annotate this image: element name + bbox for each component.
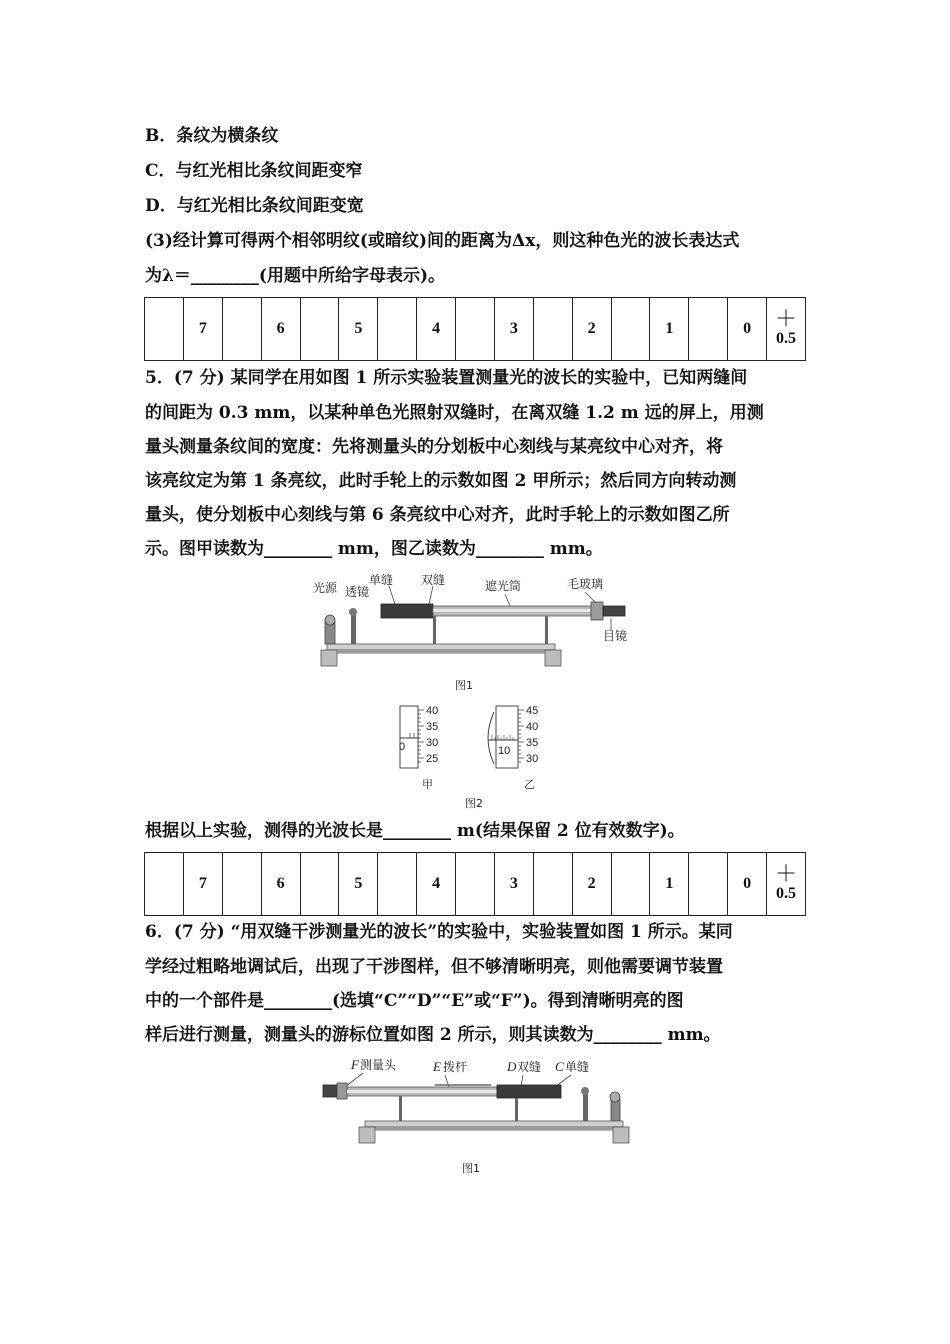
score-cell[interactable] bbox=[689, 853, 728, 916]
score-cell[interactable] bbox=[145, 853, 184, 916]
score-cell-plus[interactable] bbox=[767, 298, 806, 361]
score-cell[interactable] bbox=[300, 298, 339, 361]
score-cell[interactable]: 0 bbox=[728, 853, 767, 916]
q5-line-6: 示。图甲读数为________ mm，图乙读数为________ mm。 bbox=[145, 539, 603, 559]
q5-line-1: 5．(7 分) 某同学在用如图 1 所示实验装置测量光的波长的实验中，已知两缝间 bbox=[145, 368, 748, 388]
score-cell[interactable] bbox=[611, 298, 650, 361]
q6-line-4: 样后进行测量，测量头的游标位置如图 2 所示，则其读数为________ mm。 bbox=[145, 1025, 721, 1045]
score-cell[interactable] bbox=[533, 853, 572, 916]
score-table bbox=[144, 297, 806, 361]
plus-value: 0.5 bbox=[776, 885, 796, 902]
score-cell[interactable]: 3 bbox=[494, 298, 533, 361]
label-eyepiece: 目镜 bbox=[603, 629, 628, 643]
yi-main-scale: 10 bbox=[498, 745, 511, 757]
label-c-letter: C bbox=[555, 1059, 564, 1074]
label-measuring-head: 测量头 bbox=[360, 1058, 397, 1072]
score-cell[interactable]: 1 bbox=[650, 853, 689, 916]
label-single-slit: 单缝 bbox=[565, 1060, 590, 1074]
score-cell[interactable] bbox=[378, 298, 417, 361]
label-yi: 乙 bbox=[524, 778, 535, 791]
jia-main-scale: 0 bbox=[399, 741, 406, 753]
score-cell[interactable]: 5 bbox=[339, 853, 378, 916]
yi-tick-1: 45 bbox=[526, 705, 539, 717]
score-cell[interactable]: 5 bbox=[339, 298, 378, 361]
label-d-letter: D bbox=[507, 1059, 517, 1074]
score-cell[interactable]: 4 bbox=[417, 298, 456, 361]
q3-line-1: (3)经计算可得两个相邻明纹(或暗纹)间的距离为Δx，则这种色光的波长表达式 bbox=[145, 231, 740, 251]
label-lever: 拨杆 bbox=[443, 1060, 468, 1074]
option-c: C．与红光相比条纹间距变窄 bbox=[145, 161, 363, 181]
q5-micrometer-figure bbox=[390, 700, 570, 795]
score-cell[interactable] bbox=[145, 298, 184, 361]
jia-tick-4: 25 bbox=[426, 753, 439, 765]
score-cell[interactable]: 6 bbox=[261, 298, 300, 361]
score-cell-plus[interactable] bbox=[767, 853, 806, 916]
plus-value: 0.5 bbox=[776, 330, 796, 347]
q6-line-1: 6．(7 分) “用双缝干涉测量光的波长”的实验中，实验装置如图 1 所示。某同 bbox=[145, 922, 733, 942]
yi-tick-2: 40 bbox=[526, 721, 539, 733]
q5-final-line: 根据以上实验，测得的光波长是________ m(结果保留 2 位有效数字)。 bbox=[145, 821, 685, 841]
q5-apparatus-figure bbox=[305, 570, 645, 670]
option-b: B．条纹为横条纹 bbox=[145, 126, 279, 146]
q5-line-2: 的间距为 0.3 mm，以某种单色光照射双缝时，在离双缝 1.2 m 远的屏上，用测 bbox=[145, 403, 764, 423]
label-jia: 甲 bbox=[422, 778, 433, 791]
score-cell[interactable] bbox=[533, 298, 572, 361]
score-cell[interactable] bbox=[378, 853, 417, 916]
q5-fig1-caption: 图1 bbox=[455, 679, 473, 692]
q6-line-2: 学经过粗略地调试后，出现了干涉图样，但不够清晰明亮，则他需要调节装置 bbox=[145, 957, 723, 977]
label-tube: 遮光筒 bbox=[485, 579, 522, 593]
yi-tick-3: 35 bbox=[526, 737, 539, 749]
score-cell[interactable] bbox=[689, 298, 728, 361]
yi-tick-4: 30 bbox=[526, 753, 539, 765]
score-table bbox=[144, 852, 806, 916]
jia-tick-2: 35 bbox=[426, 721, 439, 733]
jia-tick-3: 30 bbox=[426, 737, 439, 749]
score-cell[interactable] bbox=[611, 853, 650, 916]
label-light-source: 光源 bbox=[313, 581, 338, 595]
plus-sign: ＋ bbox=[774, 306, 797, 331]
q5-fig2-caption: 图2 bbox=[465, 797, 483, 810]
micrometer-jia bbox=[399, 705, 438, 791]
q5-line-5: 量头，使分划板中心刻线与第 6 条亮纹中心对齐，此时手轮上的示数如图乙所 bbox=[145, 505, 730, 525]
jia-tick-1: 40 bbox=[426, 705, 439, 717]
score-cell[interactable]: 3 bbox=[494, 853, 533, 916]
label-e-letter: E bbox=[433, 1059, 441, 1074]
score-cell[interactable] bbox=[300, 853, 339, 916]
score-cell[interactable]: 6 bbox=[261, 853, 300, 916]
score-cell[interactable] bbox=[222, 853, 261, 916]
score-cell[interactable]: 7 bbox=[183, 298, 222, 361]
score-cell[interactable]: 7 bbox=[183, 853, 222, 916]
score-cell[interactable]: 4 bbox=[417, 853, 456, 916]
score-cell[interactable]: 2 bbox=[572, 853, 611, 916]
score-cell[interactable] bbox=[222, 298, 261, 361]
q3-line-2: 为λ＝________(用题中所给字母表示)。 bbox=[145, 266, 446, 286]
label-single-slit: 单缝 bbox=[369, 573, 394, 587]
label-lens: 透镜 bbox=[345, 585, 370, 599]
q5-line-3: 量头测量条纹间的宽度：先将测量头的分划板中心刻线与某亮纹中心对齐，将 bbox=[145, 437, 723, 457]
score-cell[interactable]: 0 bbox=[728, 298, 767, 361]
q5-line-4: 该亮纹定为第 1 条亮纹，此时手轮上的示数如图 2 甲所示；然后同方向转动测 bbox=[145, 471, 737, 491]
micrometer-yi bbox=[488, 705, 538, 791]
q6-apparatus-figure bbox=[315, 1055, 645, 1155]
label-f-letter: F bbox=[351, 1057, 359, 1072]
label-frosted-glass: 毛玻璃 bbox=[567, 577, 604, 591]
option-d: D．与红光相比条纹间距变宽 bbox=[145, 196, 364, 216]
label-double-slit: 双缝 bbox=[421, 573, 446, 587]
score-cell[interactable] bbox=[456, 298, 495, 361]
q6-line-3: 中的一个部件是________(选填“C”“D”“E”或“F”)。得到清晰明亮的图 bbox=[145, 991, 684, 1011]
plus-sign: ＋ bbox=[774, 861, 797, 886]
q6-fig1-caption: 图1 bbox=[462, 1162, 480, 1175]
score-cell[interactable]: 1 bbox=[650, 298, 689, 361]
label-double-slit: 双缝 bbox=[517, 1060, 542, 1074]
score-cell[interactable]: 2 bbox=[572, 298, 611, 361]
score-cell[interactable] bbox=[456, 853, 495, 916]
